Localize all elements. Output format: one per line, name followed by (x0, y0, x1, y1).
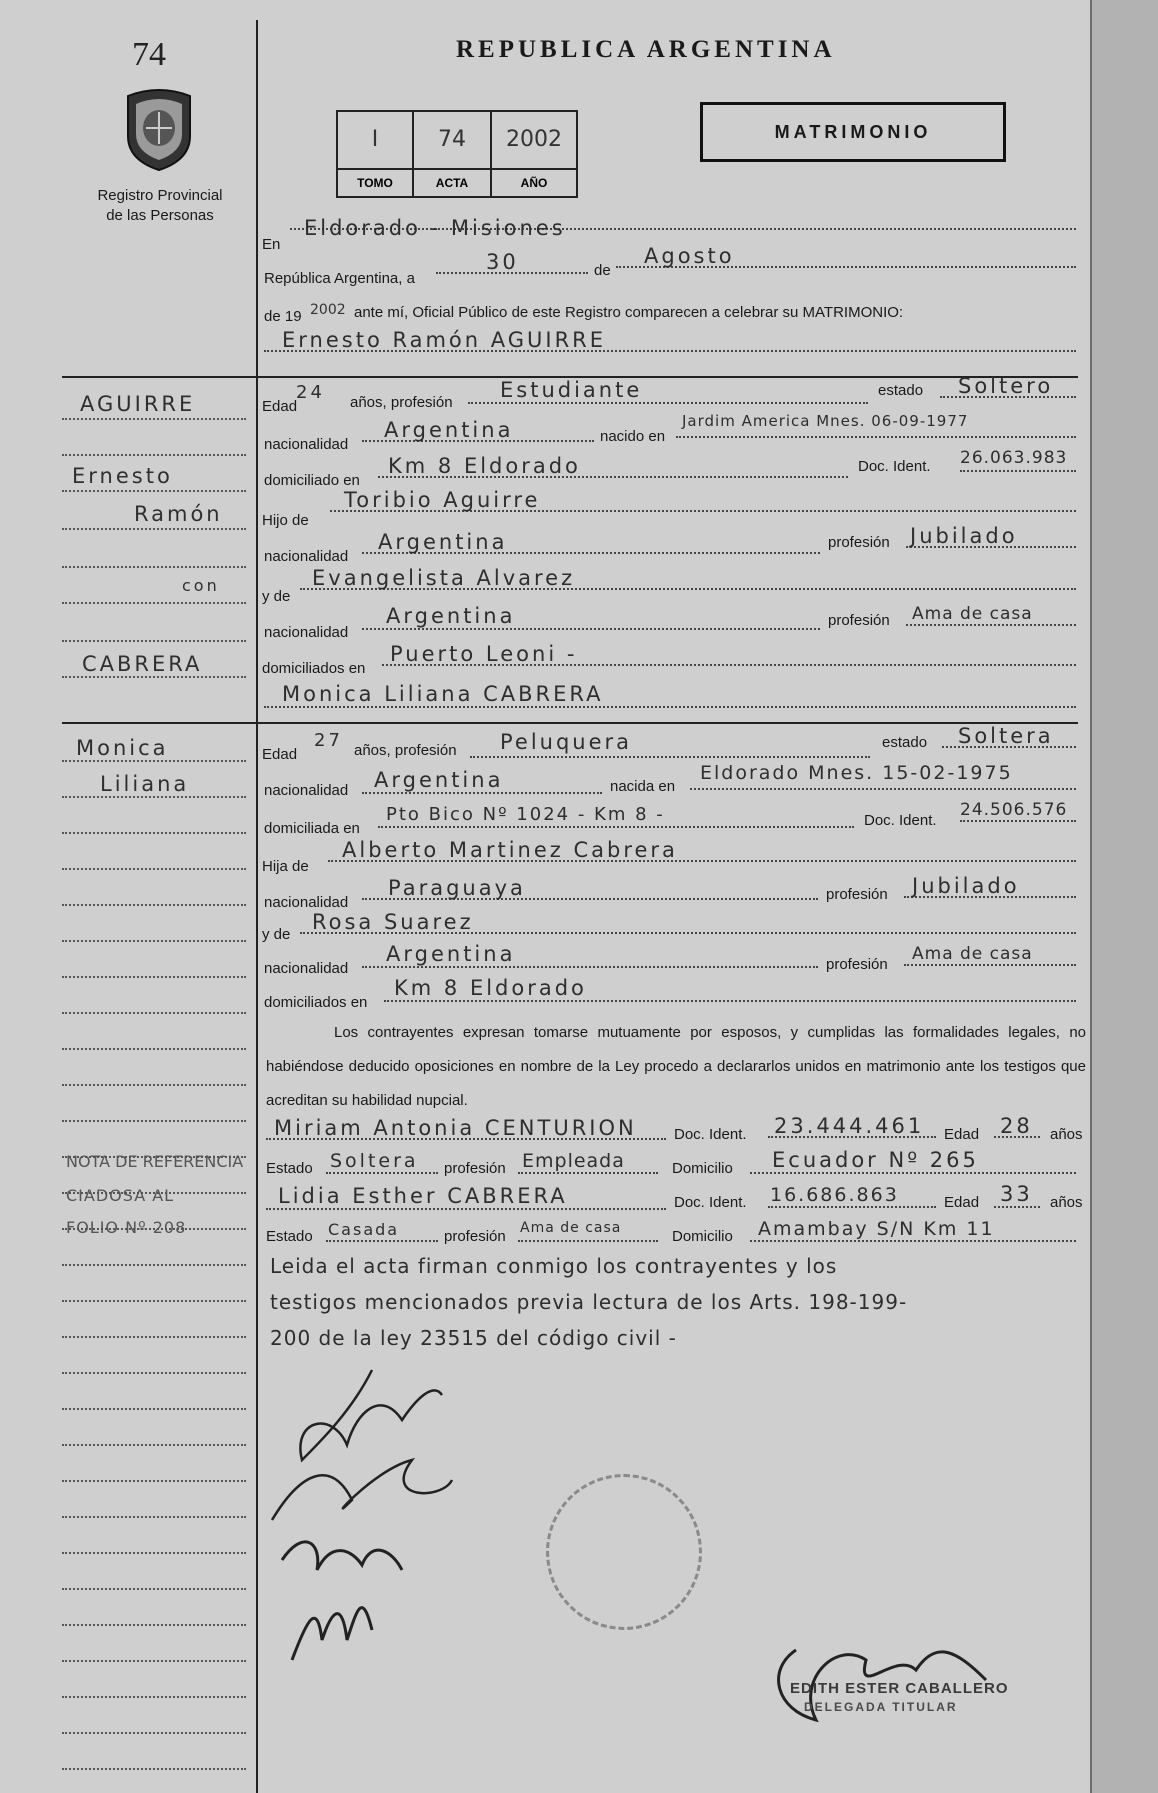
witness2-profession-line (518, 1240, 658, 1242)
bride-mother-nationality: Argentina (386, 942, 516, 966)
month-value: Agosto (644, 244, 735, 268)
bride-yde-label: y de (262, 926, 291, 943)
closing-line3: 200 de la ley 23515 del código civil - (270, 1326, 677, 1350)
bride-mother-nat-label: nacionalidad (264, 960, 349, 977)
witness1-civil-status: Soltera (330, 1150, 419, 1172)
witness2-doc: 16.686.863 (770, 1184, 899, 1206)
margin-line (62, 832, 246, 834)
bride-mother-profession: Ama de casa (912, 944, 1033, 964)
margin-con: con (182, 576, 220, 595)
bride-parents-address-line (384, 1000, 1076, 1002)
groom-age: 24 (296, 382, 325, 403)
groom-doc-label: Doc. Ident. (858, 458, 931, 475)
groom-father-nationality: Argentina (378, 530, 508, 554)
groom-dom-label: domiciliado en (264, 472, 360, 489)
witness2-address-line (750, 1240, 1076, 1242)
bride-nationality: Argentina (374, 768, 504, 792)
witness1-doc: 23.444.461 (774, 1114, 925, 1138)
record-number-box (336, 110, 578, 198)
margin-line (62, 490, 246, 492)
witness1-status-line (326, 1172, 438, 1174)
registry-line2: de las Personas (106, 207, 214, 224)
margin-note1: NOTA DE REFERENCIA (66, 1152, 244, 1171)
bride-profession-line (470, 756, 870, 758)
groom-father-profession: Jubilado (910, 524, 1018, 548)
bride-birth: Eldorado Mnes. 15-02-1975 (700, 762, 1013, 784)
bride-nat-label: nacionalidad (264, 782, 349, 799)
official-title: DELEGADA TITULAR (804, 1700, 958, 1714)
bride-nacida-label: nacida en (610, 778, 676, 795)
bride-mother-prof-label: profesión (826, 956, 888, 973)
witness2-doc-label: Doc. Ident. (674, 1194, 747, 1211)
margin-given2b: Liliana (100, 772, 190, 796)
margin-divider (256, 20, 258, 1793)
margin-line (62, 1120, 246, 1122)
closing-line1: Leida el acta firman conmigo los contrayentes y los (270, 1254, 838, 1278)
groom-profession: Estudiante (500, 378, 643, 402)
anio-label: AÑO (520, 176, 548, 190)
witness1-edad-label: Edad (944, 1126, 980, 1143)
groom-father-nat-label: nacionalidad (264, 548, 349, 565)
margin-line (62, 1048, 246, 1050)
margin-line (62, 1372, 246, 1374)
groom-nat-label: nacionalidad (264, 436, 349, 453)
groom-parents-address: Puerto Leoni - (390, 642, 578, 666)
margin-line (62, 1768, 246, 1770)
bride-civil-status: Soltera (958, 724, 1054, 748)
groom-birth-line (676, 436, 1076, 438)
groom-address: Km 8 Eldorado (388, 454, 581, 478)
witness1-address: Ecuador Nº 265 (772, 1148, 979, 1172)
margin-line (62, 1588, 246, 1590)
acta-type-box: MATRIMONIO (700, 102, 1006, 162)
bride-edad-label: Edad (262, 746, 298, 763)
margin-given1a: Ernesto (72, 464, 173, 488)
republica-label: República Argentina, a (264, 270, 415, 287)
margin-line (62, 1732, 246, 1734)
closing-line2: testigos mencionados previa lectura de los Arts. 198-199- (270, 1290, 908, 1314)
provincial-seal-icon (120, 84, 198, 172)
margin-line (62, 760, 246, 762)
de-label: de (594, 262, 611, 279)
witness1-doc-label: Doc. Ident. (674, 1126, 747, 1143)
margin-line (62, 976, 246, 978)
margin-line (62, 1444, 246, 1446)
witness2-estado-label: Estado (266, 1228, 313, 1245)
groom-doc: 26.063.983 (960, 448, 1068, 468)
tomo-label: TOMO (338, 170, 414, 196)
acta-value: 74 (414, 112, 492, 170)
margin-line (62, 904, 246, 906)
groom-civil-status: Soltero (958, 374, 1054, 398)
margin-given1b: Ramón (134, 502, 223, 526)
margin-note2: CIADOSA AL (66, 1186, 175, 1205)
groom-profession-line (468, 402, 868, 404)
margin-line (62, 796, 246, 798)
circular-stamp (546, 1474, 702, 1630)
anio-value: 2002 (492, 112, 576, 170)
bride-full-name: Monica Liliana CABRERA (282, 682, 604, 706)
margin-line (62, 1624, 246, 1626)
groom-full-name: Ernesto Ramón AGUIRRE (282, 328, 607, 352)
witness2-edad-label: Edad (944, 1194, 980, 1211)
bride-profesion-label: años, profesión (354, 742, 457, 759)
witness1-age: 28 (1000, 1114, 1033, 1138)
witness2-civil-status: Casada (328, 1220, 400, 1239)
margin-line (62, 868, 246, 870)
bride-address: Pto Bico Nº 1024 - Km 8 - (386, 804, 665, 825)
bride-hija-label: Hija de (262, 858, 309, 875)
bride-mother: Rosa Suarez (312, 910, 474, 934)
groom-father-prof-label: profesión (828, 534, 890, 551)
bride-father-profession: Jubilado (912, 874, 1020, 898)
groom-father: Toribio Aguirre (344, 488, 541, 512)
margin-line (62, 602, 246, 604)
margin-line (62, 1264, 246, 1266)
bride-doc-line (960, 820, 1076, 822)
groom-mother-prof-line (906, 624, 1076, 626)
bride-doc-label: Doc. Ident. (864, 812, 937, 829)
margin-line (62, 640, 246, 642)
groom-edad-label: Edad (262, 398, 298, 415)
groom-parents-dom-label: domiciliados en (262, 660, 366, 677)
margin-line (62, 1660, 246, 1662)
witness2-age-line (994, 1206, 1040, 1208)
bride-father-nat-label: nacionalidad (264, 894, 349, 911)
groom-mother-nat-label: nacionalidad (264, 624, 349, 641)
book-edge (1090, 0, 1158, 1793)
witness2-doc-line (768, 1206, 936, 1208)
witness1-estado-label: Estado (266, 1160, 313, 1177)
official-name: EDITH ESTER CABALLERO (790, 1680, 1009, 1697)
witness2-profesion-label: profesión (444, 1228, 506, 1245)
year-prefix: de 19 (264, 308, 302, 325)
document-title: REPUBLICA ARGENTINA (456, 36, 836, 63)
groom-mother-nat-line (362, 628, 820, 630)
day-value: 30 (486, 250, 519, 274)
en-label: En (262, 236, 281, 253)
witness1-domicilio-label: Domicilio (672, 1160, 733, 1177)
bride-father-nationality: Paraguaya (388, 876, 526, 900)
margin-given2a: Monica (76, 736, 169, 760)
year-value: 2002 (310, 302, 346, 318)
groom-estado-label: estado (878, 382, 924, 399)
bride-mother-nat-line (362, 966, 818, 968)
bride-address-line (378, 826, 854, 828)
margin-line (62, 1696, 246, 1698)
bride-father: Alberto Martinez Cabrera (342, 838, 678, 862)
groom-mother-nationality: Argentina (386, 604, 516, 628)
groom-birth: Jardim America Mnes. 06-09-1977 (682, 412, 969, 430)
bride-estado-label: estado (882, 734, 928, 751)
registry-name (70, 186, 250, 226)
witness1-profesion-label: profesión (444, 1160, 506, 1177)
witness2-domicilio-label: Domicilio (672, 1228, 733, 1245)
groom-yde-label: y de (262, 588, 291, 605)
margin-line (62, 566, 246, 568)
margin-surname2: CABRERA (82, 652, 203, 676)
bride-doc: 24.506.576 (960, 800, 1068, 820)
bride-age: 27 (314, 730, 343, 751)
groom-mother-profession: Ama de casa (912, 604, 1033, 624)
margin-line (62, 1480, 246, 1482)
witness1-name: Miriam Antonia CENTURION (274, 1116, 637, 1140)
margin-line (62, 1084, 246, 1086)
page-number: 74 (132, 36, 166, 73)
groom-doc-line (960, 470, 1076, 472)
margin-surname1: AGUIRRE (80, 392, 196, 416)
acta-label: ACTA (414, 170, 492, 196)
bride-nat-line (362, 792, 602, 794)
margin-line (62, 528, 246, 530)
witness2-profession: Ama de casa (520, 1220, 622, 1236)
margin-line (62, 454, 246, 456)
margin-line (62, 676, 246, 678)
witness2-address: Amambay S/N Km 11 (758, 1218, 995, 1240)
witness2-name-line (266, 1208, 666, 1210)
registry-line1: Registro Provincial (97, 187, 223, 204)
bride-profession: Peluquera (500, 730, 633, 754)
bride-parents-address: Km 8 Eldorado (394, 976, 587, 1000)
margin-line (62, 418, 246, 420)
groom-profesion-label: años, profesión (350, 394, 453, 411)
witness1-address-line (750, 1172, 1076, 1174)
groom-mother: Evangelista Alvarez (312, 566, 576, 590)
place-value: Eldorado - Misiones (304, 216, 566, 240)
witness2-anos-label: años (1050, 1194, 1083, 1211)
groom-hijo-label: Hijo de (262, 512, 309, 529)
appear-text: ante mí, Oficial Público de este Registro comparecen a celebrar su MATRIMONIO: (354, 304, 904, 321)
declaration-text: Los contrayentes expresan tomarse mutuamente por esposos, y cumplidas las formalidades legales, no habiéndose deducido oposiciones en nombre de la Ley procedo a declararlos unidos en matrimonio ante los testigos que acreditan su habilidad nupcial. (266, 1024, 1086, 1109)
groom-mother-prof-label: profesión (828, 612, 890, 629)
witness2-name: Lidia Esther CABRERA (278, 1184, 568, 1208)
margin-line (62, 1552, 246, 1554)
witness2-status-line (326, 1240, 438, 1242)
bride-birth-line (690, 788, 1076, 790)
bride-section-rule (62, 722, 1078, 724)
bride-dom-label: domiciliada en (264, 820, 360, 837)
margin-line (62, 1336, 246, 1338)
bride-father-prof-label: profesión (826, 886, 888, 903)
bride-mother-prof-line (904, 964, 1076, 966)
witness1-profession-line (518, 1172, 658, 1174)
groom-nationality: Argentina (384, 418, 514, 442)
margin-line (62, 1300, 246, 1302)
witness2-age: 33 (1000, 1182, 1033, 1206)
witness1-profession: Empleada (522, 1150, 625, 1172)
margin-note3: FOLIO Nº 208 (66, 1218, 187, 1237)
witness1-anos-label: años (1050, 1126, 1083, 1143)
groom-nacido-label: nacido en (600, 428, 666, 445)
bride-parents-dom-label: domiciliados en (264, 994, 368, 1011)
margin-line (62, 1516, 246, 1518)
margin-line (62, 1012, 246, 1014)
bride-name-line (264, 706, 1076, 708)
tomo-value: I (338, 112, 414, 170)
margin-line (62, 940, 246, 942)
margin-line (62, 1408, 246, 1410)
signatures-block (262, 1350, 462, 1680)
